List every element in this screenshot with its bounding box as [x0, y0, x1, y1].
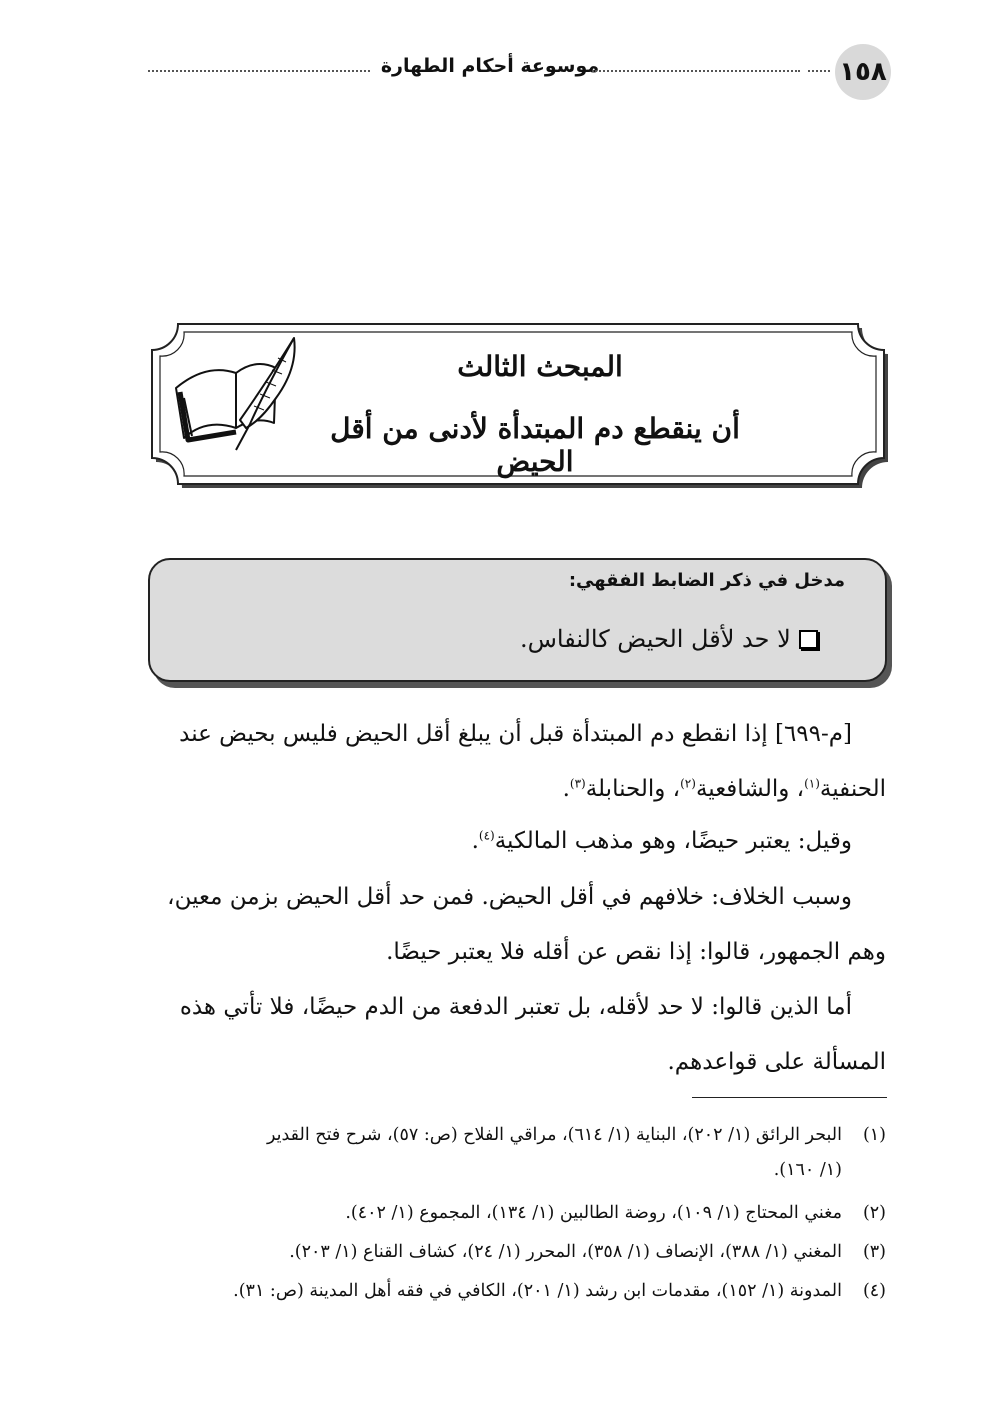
book-title: موسوعة أحكام الطهارة — [380, 55, 600, 77]
paragraph-4-line-1: أما الذين قالوا: لا حد لأقله، بل تعتبر الدفعة من الدم حيضًا، فلا تأتي هذه — [179, 994, 852, 1020]
section-heading: المبحث الثالث — [457, 350, 623, 383]
footnote-separator — [692, 1097, 887, 1098]
footnote-number: (١) — [862, 1125, 886, 1145]
footnote-number: (٤) — [862, 1281, 886, 1301]
rule-text: لا حد لأقل الحيض كالنفاس. — [520, 625, 791, 653]
rule-statement — [520, 625, 845, 653]
paragraph-4-line-2: المسألة على قواعدهم. — [667, 1049, 886, 1075]
footnote-text: المغني (١/ ٣٨٨)، الإنصاف (١/ ٣٥٨)، المحرر (١/ ٢٤)، كشاف القناع (١/ ٢٠٣). — [289, 1242, 842, 1262]
paragraph-3-line-1: وسبب الخلاف: خلافهم في أقل الحيض. فمن حد أقل الحيض بزمن معين، — [167, 884, 852, 910]
page-number: ١٥٨ — [835, 44, 891, 100]
header-dots-right — [808, 70, 830, 72]
paragraph-1-line-2: الحنفية$^{(١)}$، والشافعية$^{(٢)}$، والحنابلة$^{(٣)}$. — [562, 776, 886, 802]
section-subject: أن ينقطع دم المبتدأة لأدنى من أقل الحيض — [330, 412, 740, 478]
footnote-1 — [148, 1118, 886, 1188]
footnote-ref-3: (٣) — [569, 776, 586, 791]
footnote-4 — [148, 1274, 886, 1309]
rule-heading: مدخل في ذكر الضابط الفقهي: — [568, 570, 845, 591]
footnote-ref-1: (١) — [804, 776, 820, 791]
footnote-number: (٢) — [862, 1203, 886, 1223]
footnote-number: (٣) — [862, 1242, 886, 1262]
footnote-text-continued: (١/ ١٦٠). — [773, 1160, 842, 1180]
paragraph-2: وقيل: يعتبر حيضًا، وهو مذهب المالكية$^{(٤)}$. — [471, 828, 852, 854]
paragraph-1-line-1: [م-٦٩٩] إذا انقطع دم المبتدأة قبل أن يبلغ أقل الحيض فليس بحيض عند — [179, 721, 852, 747]
paragraph-3 — [148, 870, 886, 980]
footnote-2 — [148, 1196, 886, 1231]
footnote-3 — [148, 1235, 886, 1270]
checkbox-icon — [799, 630, 818, 649]
footnote-ref-4: (٤) — [478, 828, 495, 843]
paragraph-1 — [148, 707, 886, 817]
footnote-ref-2: (٢) — [680, 776, 696, 791]
footnote-text: البحر الرائق (١/ ٢٠٢)، البناية (١/ ٦١٤)، مراقي الفلاح (ص: ٥٧)، شرح فتح القدير — [266, 1125, 842, 1145]
footnote-text: مغني المحتاج (١/ ١٠٩)، روضة الطالبين (١/ ١٣٤)، المجموع (١/ ٤٠٢). — [345, 1203, 842, 1223]
header-dots-middle — [592, 70, 800, 72]
header-dots-left — [148, 70, 370, 72]
paragraph-3-line-2: وهم الجمهور، قالوا: إذا نقص عن أقله فلا يعتبر حيضًا. — [386, 939, 886, 965]
footnote-text: المدونة (١/ ١٥٢)، مقدمات ابن رشد (١/ ٢٠١)، الكافي في فقه أهل المدينة (ص: ٣١). — [233, 1281, 842, 1301]
book-and-quill-icon — [166, 328, 306, 458]
paragraph-4 — [148, 980, 886, 1090]
